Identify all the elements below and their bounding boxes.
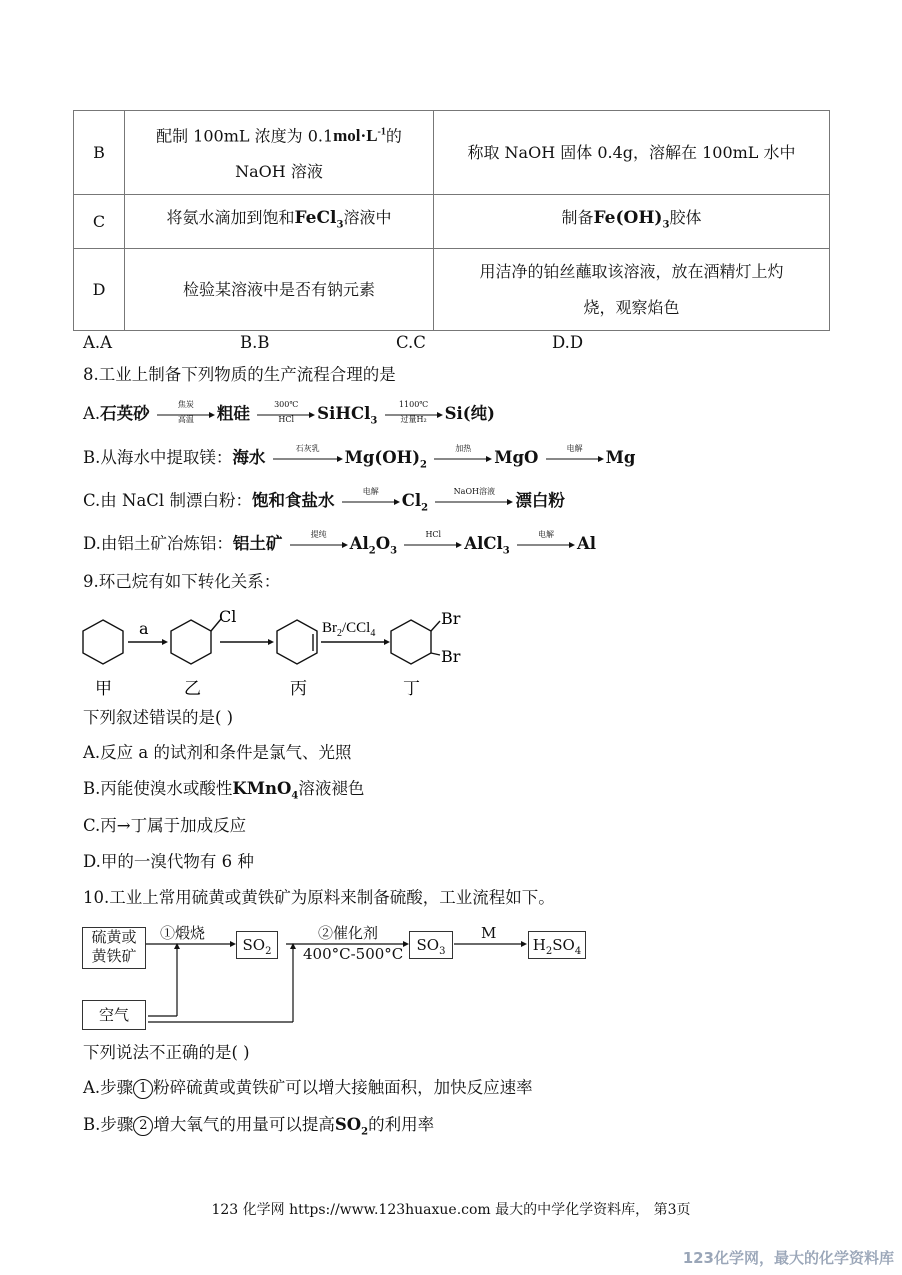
- q9-option-b: B.丙能使溴水或酸性KMnO$_4$溶液褪色: [83, 779, 365, 802]
- flow-step-2: ②催化剂: [318, 924, 379, 942]
- hexagon-ding: [391, 620, 431, 664]
- q10-prompt: 下列说法不正确的是( ): [83, 1043, 250, 1062]
- flow-box-air: 空气: [82, 1000, 146, 1030]
- choice-d: D.D: [552, 333, 584, 352]
- row-operation: 配制 100mL 浓度为 $0.1mol\cdot L^{-1}$的 NaOH 溶液: [125, 111, 434, 195]
- br-label-2: Br: [441, 647, 461, 666]
- hexagon-jia: [83, 620, 123, 664]
- q9-option-a: A.反应 a 的试剂和条件是氯气、光照: [83, 743, 352, 762]
- flow-step-1: ①煅烧: [160, 924, 206, 942]
- flow-temperature: 400°C-500°C: [303, 945, 404, 963]
- flow-box-so2: $SO_2$: [236, 931, 278, 959]
- q10-option-a: A.步骤 1 粉碎硫黄或黄铁矿可以增大接触面积，加快反应速率: [83, 1078, 533, 1097]
- row-purpose: 用洁净的铂丝蘸取该溶液，放在酒精灯上灼 烧，观察焰色: [434, 249, 830, 331]
- hexagon-bing: [277, 620, 317, 664]
- choice-b: B.B: [240, 333, 270, 352]
- br2-ccl4-label: $Br_2/CCl_4$: [322, 620, 376, 639]
- label-bing: 丙: [290, 679, 307, 699]
- label-ding: 丁: [403, 679, 420, 699]
- row-letter: C: [74, 195, 125, 249]
- row-operation: 将氨水滴加到饱和FeCl$_3$溶液中: [125, 195, 434, 249]
- flow-box-h2so4: $H_2SO_4$: [528, 931, 586, 959]
- br-label-1: Br: [441, 609, 461, 628]
- options-table: [73, 110, 830, 331]
- page-footer: 123 化学网 https://www.123huaxue.com 最大的中学化学资料库， 第3页: [211, 1202, 691, 1218]
- cyclohexane-scheme: [78, 604, 478, 700]
- q8-option-c: C.由 NaCl 制漂白粉：饱和食盐水 电解 $Cl_2$ NaOH溶液 漂白粉: [83, 486, 565, 514]
- circled-number-1: 1: [133, 1079, 153, 1099]
- watermark: 123化学网，最大的化学资料库: [682, 1249, 894, 1267]
- label-jia: 甲: [95, 679, 112, 699]
- row-letter: D: [74, 249, 125, 331]
- flow-box-raw-material: 硫黄或 黄铁矿: [82, 927, 146, 969]
- q9-option-c: C.丙→丁属于加成反应: [83, 816, 247, 835]
- row-purpose: 称取 NaOH 固体 0.4g，溶解在 100mL 水中: [434, 111, 830, 195]
- q9-prompt: 下列叙述错误的是( ): [83, 708, 234, 727]
- reagent-a: a: [139, 619, 149, 638]
- row-operation: 检验某溶液中是否有钠元素: [125, 249, 434, 331]
- flow-box-so3: $SO_3$: [409, 931, 453, 959]
- q8-option-d: D.由铝土矿冶炼铝：铝土矿 提纯 $Al_2O_3$ HCl AlCl$_3$ 电解 Al: [83, 529, 597, 557]
- choice-c: C.C: [396, 333, 426, 352]
- q8-option-a: A.石英砂 焦炭 高温 粗硅 300℃ HCl SiHCl$_3$ 1100℃ 过量H₂ Si(纯): [83, 399, 495, 427]
- q9-option-d: D.甲的一溴代物有 6 种: [83, 852, 254, 871]
- row-purpose: 制备$Fe(OH)_3$胶体: [434, 195, 830, 249]
- table-row: [74, 111, 830, 195]
- cl-label: Cl: [219, 607, 237, 626]
- flow-reagent-m: M: [481, 924, 497, 942]
- q8-option-b: B.从海水中提取镁：海水 石灰乳 $Mg(OH)_2$ 加热 MgO 电解 Mg: [83, 443, 636, 471]
- choice-a: A.A: [83, 333, 113, 352]
- hexagon-yi: [171, 620, 211, 664]
- table-row: [74, 195, 830, 249]
- circled-number-2: 2: [133, 1116, 153, 1136]
- row-letter: B: [74, 111, 125, 195]
- label-yi: 乙: [184, 679, 201, 699]
- question-9-stem: 9.环己烷有如下转化关系：: [83, 572, 281, 591]
- q10-option-b: B.步骤 2 增大氧气的用量可以提高$SO_2$的利用率: [83, 1115, 435, 1138]
- table-row: [74, 249, 830, 331]
- question-8-stem: 8.工业上制备下列物质的生产流程合理的是: [83, 365, 396, 384]
- question-10-stem: 10.工业上常用硫黄或黄铁矿为原料来制备硫酸，工业流程如下。: [83, 888, 555, 907]
